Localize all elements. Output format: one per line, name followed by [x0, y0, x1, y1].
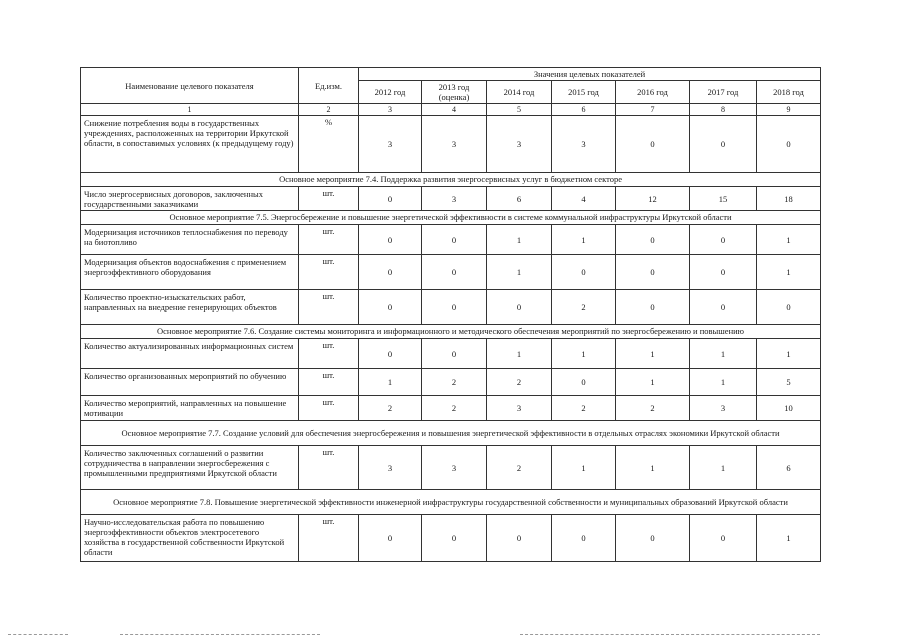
- indicator-name: Количество организованных мероприятий по обучению: [81, 369, 299, 396]
- indicator-value: 0: [422, 339, 487, 369]
- indicator-value: 0: [757, 116, 821, 173]
- column-number: 9: [757, 104, 821, 116]
- page-edge-line: [120, 634, 320, 635]
- indicator-value: 0: [616, 116, 690, 173]
- indicator-name: Количество актуализированных информационных систем: [81, 339, 299, 369]
- indicator-value: 12: [616, 187, 690, 211]
- indicator-value: 10: [757, 396, 821, 421]
- column-number: 1: [81, 104, 299, 116]
- header-year: 2013 год (оценка): [422, 81, 487, 104]
- indicator-value: 3: [422, 446, 487, 490]
- indicator-value: 0: [690, 515, 757, 562]
- indicator-unit: шт.: [299, 339, 359, 369]
- header-year: 2015 год: [552, 81, 616, 104]
- table-row: [81, 515, 821, 562]
- indicator-value: 5: [757, 369, 821, 396]
- indicator-value: 2: [359, 396, 422, 421]
- indicator-value: 1: [690, 369, 757, 396]
- indicator-value: 1: [757, 515, 821, 562]
- indicator-value: 0: [359, 255, 422, 290]
- indicator-value: 2: [552, 396, 616, 421]
- header-year: 2016 год: [616, 81, 690, 104]
- section-title: Основное мероприятие 7.4. Поддержка развития энергосервисных услуг в бюджетном секторе: [81, 173, 821, 187]
- indicator-value: 3: [552, 116, 616, 173]
- indicator-value: 6: [487, 187, 552, 211]
- indicator-unit: шт.: [299, 396, 359, 421]
- indicator-value: 2: [487, 369, 552, 396]
- section-title: Основное мероприятие 7.6. Создание системы мониторинга и информационного и методического обеспечения мероприятий по энергосбережению и повышению: [81, 325, 821, 339]
- indicator-value: 0: [690, 290, 757, 325]
- indicator-unit: шт.: [299, 225, 359, 255]
- header-indicator-name: Наименование целевого показателя: [81, 68, 299, 104]
- indicator-value: 3: [690, 396, 757, 421]
- indicator-unit: шт.: [299, 255, 359, 290]
- indicator-value: 1: [552, 339, 616, 369]
- page-edge-line: [8, 634, 68, 635]
- indicator-value: 3: [422, 187, 487, 211]
- indicator-value: 0: [690, 116, 757, 173]
- indicator-unit: шт.: [299, 290, 359, 325]
- indicator-value: 0: [359, 515, 422, 562]
- indicator-value: 1: [757, 255, 821, 290]
- header-year: 2014 год: [487, 81, 552, 104]
- table-row: [81, 446, 821, 490]
- indicator-value: 3: [487, 396, 552, 421]
- indicator-name: Снижение потребления воды в государственных учреждениях, расположенных на территории Иркутской области, в сопоставимых условиях (к предыдущему году): [81, 116, 299, 173]
- indicator-value: 4: [552, 187, 616, 211]
- indicator-value: 0: [359, 187, 422, 211]
- indicator-unit: шт.: [299, 369, 359, 396]
- section-title: Основное мероприятие 7.7. Создание условий для обеспечения энергосбережения и повышения энергетической эффективности в отдельных отраслях экономики Иркутской области: [81, 421, 821, 446]
- indicator-unit: шт.: [299, 446, 359, 490]
- header-values-group: Значения целевых показателей: [359, 68, 821, 81]
- table-row: [81, 396, 821, 421]
- indicator-name: Количество заключенных соглашений о развитии сотрудничества в направлении энергосбережения с промышленными предприятиями Иркутской области: [81, 446, 299, 490]
- indicator-value: 3: [359, 446, 422, 490]
- table-row: [81, 187, 821, 211]
- indicator-value: 2: [422, 396, 487, 421]
- table-row: [81, 290, 821, 325]
- table-row: [81, 116, 821, 173]
- indicator-name: Модернизация объектов водоснабжения с применением энергоэффективного оборудования: [81, 255, 299, 290]
- indicator-value: 0: [616, 225, 690, 255]
- indicator-value: 0: [422, 225, 487, 255]
- section-row: [81, 490, 821, 515]
- indicator-value: 0: [552, 255, 616, 290]
- indicator-value: 1: [552, 225, 616, 255]
- indicator-value: 1: [616, 446, 690, 490]
- indicator-value: 1: [690, 339, 757, 369]
- section-row: [81, 211, 821, 225]
- indicator-value: 0: [359, 290, 422, 325]
- indicator-name: Число энергосервисных договоров, заключенных государственными заказчиками: [81, 187, 299, 211]
- indicator-value: 0: [552, 515, 616, 562]
- table-row: [81, 225, 821, 255]
- indicator-value: 1: [552, 446, 616, 490]
- indicator-value: 3: [487, 116, 552, 173]
- indicator-value: 1: [616, 339, 690, 369]
- indicator-value: 2: [616, 396, 690, 421]
- indicator-name: Модернизация источников теплоснабжения по переводу на биотопливо: [81, 225, 299, 255]
- table-row: [81, 339, 821, 369]
- indicator-value: 0: [487, 290, 552, 325]
- indicator-value: 3: [359, 116, 422, 173]
- indicator-value: 0: [359, 225, 422, 255]
- indicator-value: 3: [422, 116, 487, 173]
- indicator-value: 0: [552, 369, 616, 396]
- indicator-value: 0: [422, 515, 487, 562]
- indicator-value: 6: [757, 446, 821, 490]
- indicator-value: 18: [757, 187, 821, 211]
- column-number: 6: [552, 104, 616, 116]
- page-edge-line: [520, 634, 820, 635]
- indicator-value: 1: [690, 446, 757, 490]
- indicator-name: Количество мероприятий, направленных на повышение мотивации: [81, 396, 299, 421]
- indicator-value: 0: [422, 255, 487, 290]
- indicator-value: 0: [422, 290, 487, 325]
- column-number: 4: [422, 104, 487, 116]
- indicator-value: 2: [422, 369, 487, 396]
- section-row: [81, 173, 821, 187]
- indicator-value: 2: [487, 446, 552, 490]
- indicator-name: Количество проектно-изыскательских работ, направленных на внедрение генерирующих объектов: [81, 290, 299, 325]
- indicator-value: 0: [359, 339, 422, 369]
- header-year: 2012 год: [359, 81, 422, 104]
- indicator-value: 1: [487, 225, 552, 255]
- header-unit: Ед.изм.: [299, 68, 359, 104]
- indicator-value: 1: [616, 369, 690, 396]
- section-row: [81, 421, 821, 446]
- header-year: 2018 год: [757, 81, 821, 104]
- indicator-value: 1: [487, 255, 552, 290]
- table-row: [81, 255, 821, 290]
- indicator-unit: шт.: [299, 187, 359, 211]
- indicator-value: 0: [690, 225, 757, 255]
- column-number: 8: [690, 104, 757, 116]
- indicator-value: 1: [359, 369, 422, 396]
- indicator-name: Научно-исследовательская работа по повышению энергоэффективности объектов электросетевого хозяйства в государственной собственности Иркутской области: [81, 515, 299, 562]
- column-number: 5: [487, 104, 552, 116]
- indicator-value: 1: [487, 339, 552, 369]
- column-number: 3: [359, 104, 422, 116]
- section-row: [81, 325, 821, 339]
- indicator-value: 1: [757, 339, 821, 369]
- indicator-value: 2: [552, 290, 616, 325]
- indicator-unit: шт.: [299, 515, 359, 562]
- indicator-value: 0: [690, 255, 757, 290]
- column-number: 7: [616, 104, 690, 116]
- indicator-value: 15: [690, 187, 757, 211]
- target-indicators-table: [80, 67, 821, 562]
- header-year: 2017 год: [690, 81, 757, 104]
- indicator-value: 1: [757, 225, 821, 255]
- indicator-value: 0: [616, 255, 690, 290]
- indicator-value: 0: [757, 290, 821, 325]
- indicator-value: 0: [487, 515, 552, 562]
- section-title: Основное мероприятие 7.8. Повышение энергетической эффективности инженерной инфраструктуры государственной собственности и муниципальных образований Иркутской области: [81, 490, 821, 515]
- indicator-value: 0: [616, 290, 690, 325]
- section-title: Основное мероприятие 7.5. Энергосбережение и повышение энергетической эффективности в системе коммунальной инфраструктуры Иркутской области: [81, 211, 821, 225]
- indicator-value: 0: [616, 515, 690, 562]
- column-number: 2: [299, 104, 359, 116]
- indicator-unit: %: [299, 116, 359, 173]
- table-row: [81, 369, 821, 396]
